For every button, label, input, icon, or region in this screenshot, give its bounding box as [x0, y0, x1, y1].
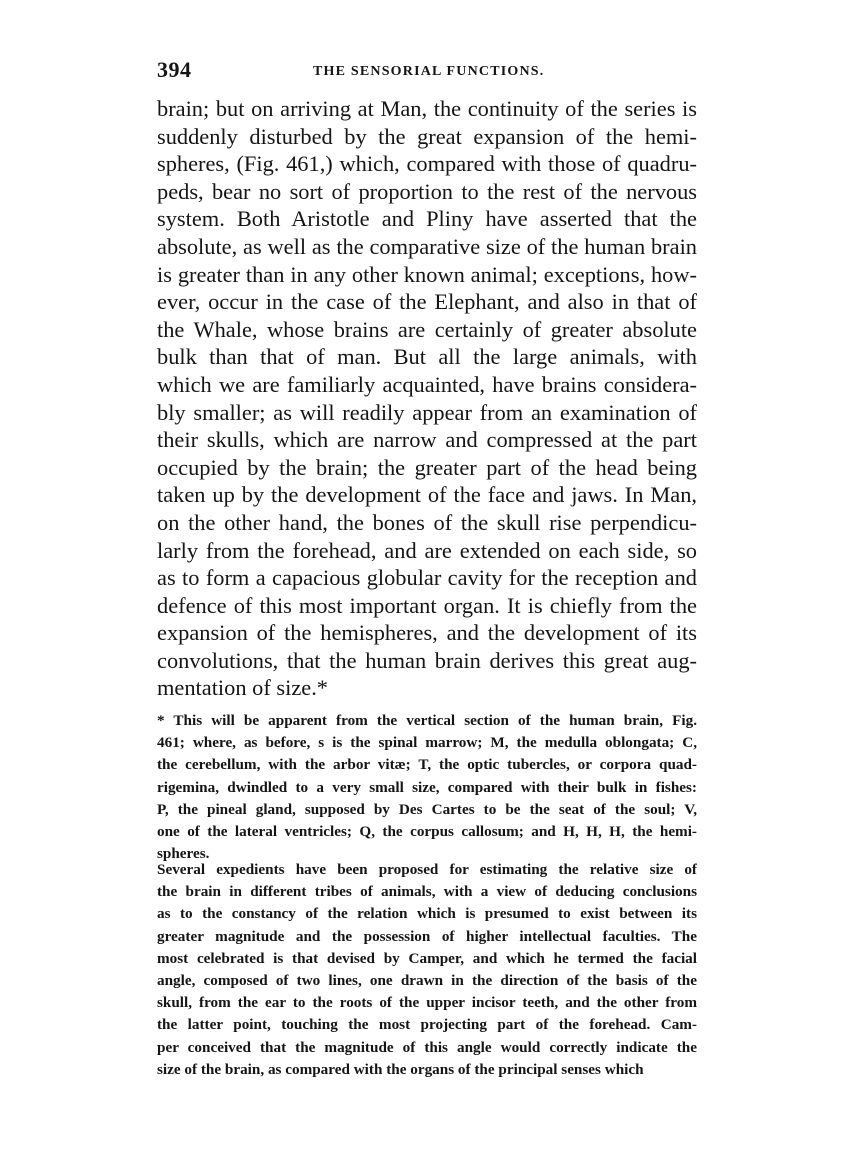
main-paragraph — [157, 95, 697, 702]
text-line: ever, occur in the case of the Elephant, and also in that of — [157, 289, 697, 315]
text-line: as to form a capacious globular cavity for the reception and — [157, 565, 697, 591]
text-line: on the other hand, the bones of the skull rise perpendicu- — [157, 509, 697, 535]
small-print-line: as to the constancy of the relation which is presumed to exist between its — [157, 905, 697, 923]
text-line: larly from the forehead, and are extended on each side, so — [157, 537, 697, 563]
footnote-line: rigemina, dwindled to a very small size, compared with their bulk in fishes: — [157, 778, 697, 796]
small-print-line: size of the brain, as compared with the organs of the principal senses which — [157, 1060, 644, 1078]
footnote-line: spheres. — [157, 845, 210, 863]
text-line: bly smaller; as will readily appear from an examination of — [157, 399, 697, 425]
text-line: defence of this most important organ. It is chiefly from the — [157, 592, 697, 618]
page-number: 394 — [157, 57, 192, 82]
text-line: the Whale, whose brains are certainly of greater absolute — [157, 316, 697, 342]
text-line: peds, bear no sort of proportion to the rest of the nervous — [157, 178, 697, 204]
text-line: bulk than that of man. But all the large animals, with — [157, 344, 697, 370]
small-print-line: greater magnitude and the possession of higher intellectual faculties. The — [157, 927, 697, 945]
footnote-line: * This will be apparent from the vertical section of the human brain, Fig. — [157, 712, 697, 729]
running-head: THE SENSORIAL FUNCTIONS. — [313, 64, 545, 79]
footnote-line: the cerebellum, with the arbor vitæ; T, the optic tubercles, or corpora quad- — [157, 756, 697, 774]
page-header — [157, 57, 697, 87]
text-line: occupied by the brain; the greater part of the head being — [157, 454, 697, 480]
text-line: suddenly disturbed by the great expansion of the hemi- — [157, 123, 697, 149]
small-print-line: the brain in different tribes of animals, with a view of deducing conclusions — [157, 883, 697, 901]
small-print-line: the latter point, touching the most projecting part of the forehead. Cam- — [157, 1016, 697, 1034]
small-print-line: skull, from the ear to the roots of the upper incisor teeth, and the other from — [157, 994, 697, 1012]
text-line: system. Both Aristotle and Pliny have asserted that the — [157, 206, 697, 232]
text-line: convolutions, that the human brain derives this great aug- — [157, 647, 697, 673]
text-line: their skulls, which are narrow and compressed at the part — [157, 427, 697, 453]
text-line: taken up by the development of the face and jaws. In Man, — [157, 482, 697, 508]
text-line: brain; but on arriving at Man, the continuity of the series is — [157, 96, 697, 121]
small-print-paragraph — [157, 859, 697, 1081]
footnote-line: 461; where, as before, s is the spinal marrow; M, the medulla oblongata; C, — [157, 734, 697, 752]
small-print-line: Several expedients have been proposed for estimating the relative size of — [157, 861, 697, 878]
small-print-line: angle, composed of two lines, one drawn in the direction of the basis of the — [157, 971, 697, 989]
text-line: spheres, (Fig. 461,) which, compared with those of quadru- — [157, 151, 697, 177]
text-line: mentation of size.* — [157, 675, 328, 701]
footnote — [157, 710, 697, 865]
footnote-line: one of the lateral ventricles; Q, the corpus callosum; and H, H, H, the hemi- — [157, 822, 697, 840]
text-line: absolute, as well as the comparative size of the human brain — [157, 233, 697, 259]
text-line: is greater than in any other known animal; exceptions, how- — [157, 261, 697, 287]
text-line: expansion of the hemispheres, and the development of its — [157, 620, 697, 646]
text-line: which we are familiarly acquainted, have brains considera- — [157, 371, 697, 397]
small-print-line: most celebrated is that devised by Camper, and which he termed the facial — [157, 949, 697, 967]
footnote-line: P, the pineal gland, supposed by Des Cartes to be the seat of the soul; V, — [157, 800, 697, 818]
small-print-line: per conceived that the magnitude of this angle would correctly indicate the — [157, 1038, 697, 1056]
